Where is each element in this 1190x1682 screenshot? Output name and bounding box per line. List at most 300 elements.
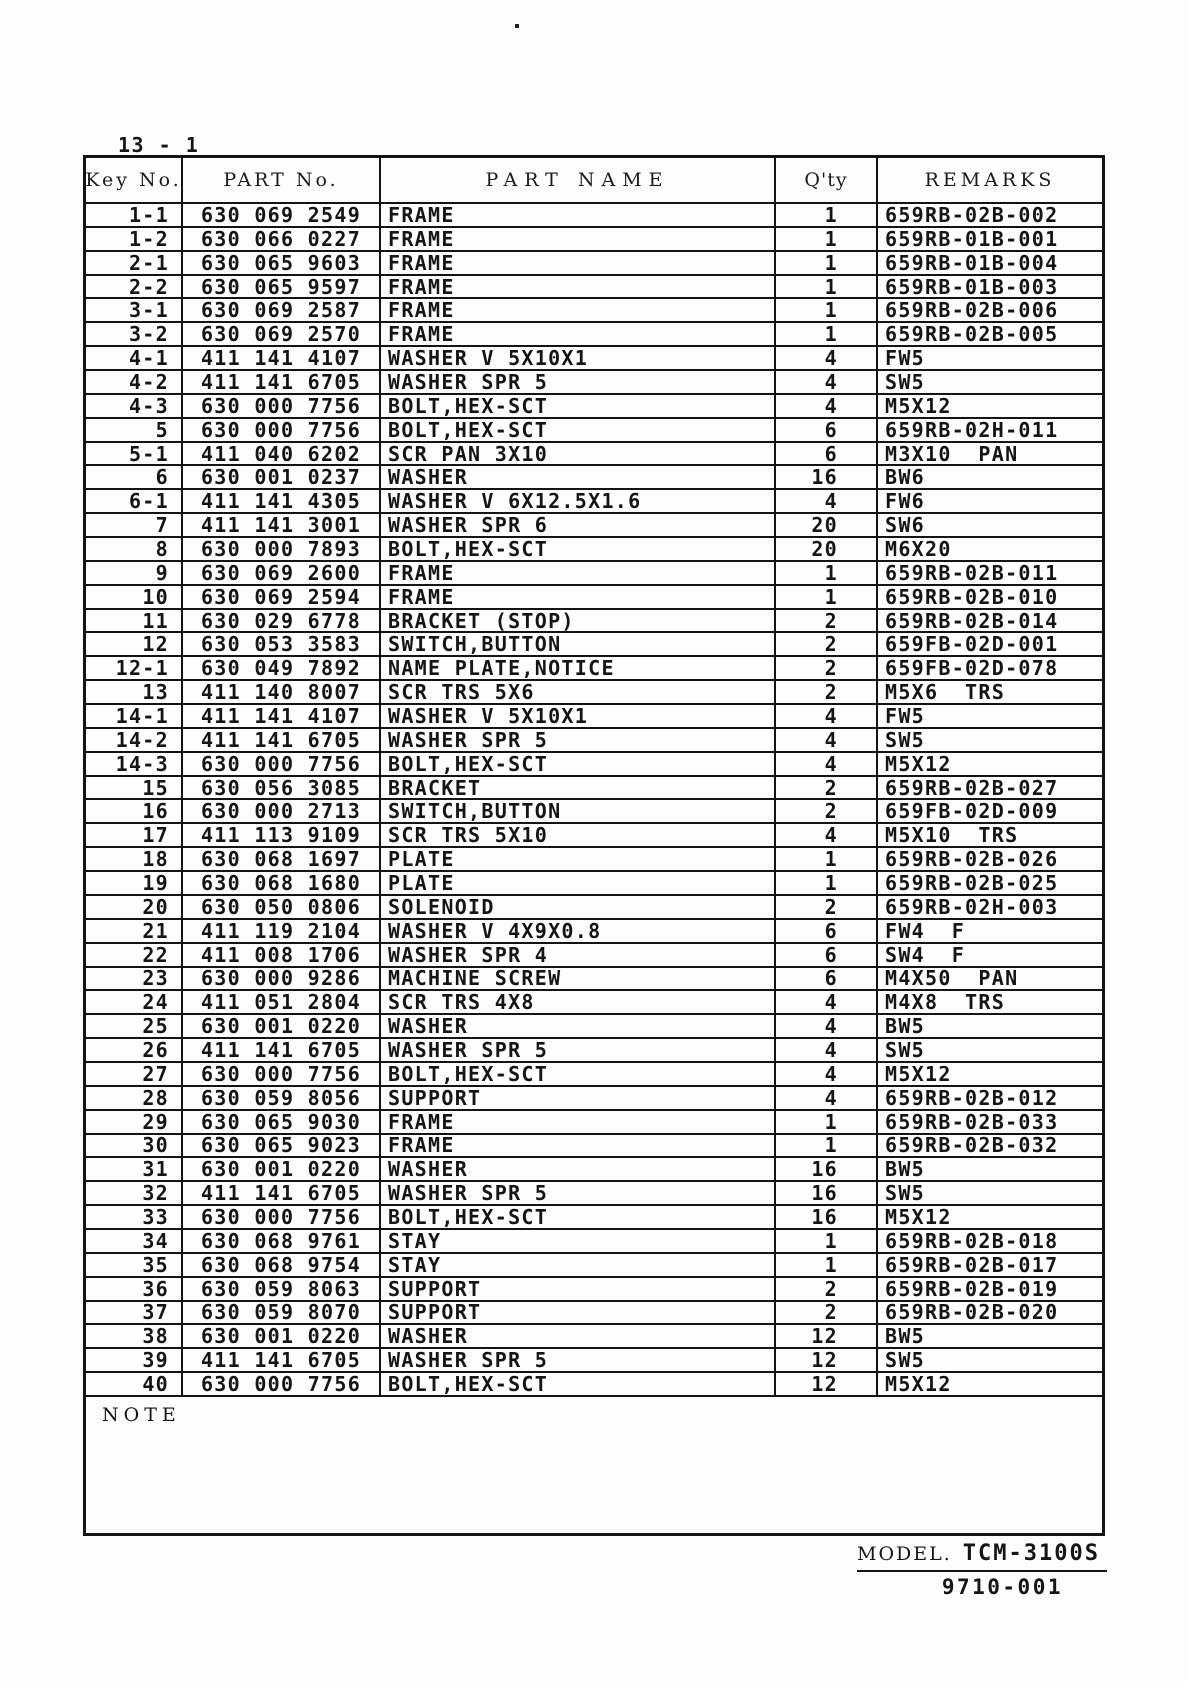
table-row [86,1087,1102,1111]
table-row [86,1135,1102,1159]
cell-qty: 1 [776,1111,878,1133]
cell-part-no: 411 141 6705 [183,729,381,751]
cell-remarks: 659RB-02B-026 [885,847,1059,872]
parts-table [83,155,1105,1536]
cell-key-no: 16 [86,800,183,822]
model-value: TCM-3100S [962,1541,1101,1566]
cell-qty: 1 [776,848,878,870]
cell-remarks: 659RB-02B-014 [885,608,1059,633]
cell-qty: 6 [776,968,878,990]
table-row [86,1278,1102,1302]
table-row [86,1182,1102,1206]
table-row [86,681,1102,705]
cell-part-no: 630 065 9597 [183,276,381,298]
cell-part-name: SCR TRS 4X8 [381,991,776,1013]
cell-remarks: 659RB-02B-011 [885,560,1059,585]
cell-part-no: 630 059 8070 [183,1302,381,1324]
table-row [86,872,1102,896]
cell-key-no: 14-3 [86,753,183,775]
cell-remarks: M5X12 [885,1061,952,1086]
cell-part-name: BOLT,HEX-SCT [381,538,776,560]
cell-part-name: WASHER [381,466,776,488]
table-row [86,395,1102,419]
cell-qty: 2 [776,681,878,703]
cell-remarks: 659FB-02D-009 [885,799,1059,824]
cell-qty: 1 [776,1254,878,1276]
cell-part-name: SCR TRS 5X6 [381,681,776,703]
model-label: MODEL. [857,1543,952,1565]
cell-part-name: BRACKET (STOP) [381,610,776,632]
cell-key-no: 38 [86,1325,183,1347]
cell-part-no: 630 000 7756 [183,419,381,441]
cell-key-no: 31 [86,1158,183,1180]
cell-part-no: 411 113 9109 [183,824,381,846]
table-row [86,490,1102,514]
cell-remarks: 659RB-02B-033 [885,1109,1059,1134]
cell-qty: 4 [776,1015,878,1037]
cell-part-no: 411 051 2804 [183,991,381,1013]
cell-part-no: 630 000 7893 [183,538,381,560]
cell-remarks: 659RB-02B-018 [885,1228,1059,1253]
table-row [86,729,1102,753]
cell-key-no: 4-2 [86,371,183,393]
cell-remarks: BW5 [885,1157,926,1182]
cell-key-no: 27 [86,1063,183,1085]
cell-key-no: 3-2 [86,323,183,345]
cell-qty: 16 [776,1206,878,1228]
cell-qty: 4 [776,347,878,369]
cell-remarks: M6X20 [885,536,952,561]
cell-part-no: 411 141 6705 [183,1349,381,1371]
cell-part-name: FRAME [381,1111,776,1133]
cell-part-no: 411 141 6705 [183,1039,381,1061]
cell-remarks: M5X10 TRS [885,823,1019,848]
cell-part-name: WASHER [381,1325,776,1347]
scan-speck [515,24,519,28]
cell-key-no: 25 [86,1015,183,1037]
cell-qty: 1 [776,299,878,321]
cell-part-no: 630 001 0220 [183,1158,381,1180]
cell-qty: 6 [776,944,878,966]
table-row [86,1063,1102,1087]
cell-qty: 1 [776,204,878,226]
cell-remarks: M5X12 [885,751,952,776]
cell-key-no: 17 [86,824,183,846]
cell-part-no: 411 141 4107 [183,347,381,369]
cell-key-no: 3-1 [86,299,183,321]
cell-part-no: 630 050 0806 [183,896,381,918]
cell-remarks: M5X6 TRS [885,680,1006,705]
table-row [86,323,1102,347]
table-row [86,1302,1102,1326]
cell-qty: 2 [776,896,878,918]
cell-qty: 6 [776,419,878,441]
cell-qty: 4 [776,991,878,1013]
table-row [86,562,1102,586]
cell-qty: 6 [776,443,878,465]
cell-qty: 4 [776,705,878,727]
cell-part-name: BOLT,HEX-SCT [381,419,776,441]
cell-part-name: WASHER SPR 6 [381,514,776,536]
cell-remarks: 659FB-02D-001 [885,632,1059,657]
cell-qty: 1 [776,252,878,274]
cell-part-name: SUPPORT [381,1302,776,1324]
cell-remarks: 659RB-02B-006 [885,298,1059,323]
cell-part-no: 630 000 7756 [183,1373,381,1395]
cell-remarks: 659FB-02D-078 [885,656,1059,681]
cell-part-name: SWITCH,BUTTON [381,633,776,655]
cell-qty: 4 [776,1039,878,1061]
cell-key-no: 1-2 [86,228,183,250]
cell-part-name: SWITCH,BUTTON [381,800,776,822]
cell-qty: 1 [776,1230,878,1252]
table-row [86,944,1102,968]
cell-part-no: 630 056 3085 [183,777,381,799]
table-row [86,299,1102,323]
cell-key-no: 4-3 [86,395,183,417]
cell-key-no: 11 [86,610,183,632]
cell-qty: 12 [776,1325,878,1347]
cell-qty: 4 [776,371,878,393]
cell-key-no: 26 [86,1039,183,1061]
table-row [86,419,1102,443]
cell-qty: 2 [776,777,878,799]
cell-remarks: FW4 F [885,918,966,943]
cell-qty: 16 [776,1158,878,1180]
model-line [857,1541,1107,1572]
cell-key-no: 18 [86,848,183,870]
cell-key-no: 33 [86,1206,183,1228]
cell-qty: 16 [776,466,878,488]
cell-qty: 4 [776,395,878,417]
cell-part-name: BRACKET [381,777,776,799]
cell-remarks: 659RB-02B-010 [885,584,1059,609]
cell-part-no: 411 140 8007 [183,681,381,703]
cell-part-name: SCR TRS 5X10 [381,824,776,846]
cell-key-no: 24 [86,991,183,1013]
cell-part-no: 630 069 2587 [183,299,381,321]
cell-qty: 1 [776,228,878,250]
cell-part-name: SCR PAN 3X10 [381,443,776,465]
cell-qty: 4 [776,753,878,775]
cell-key-no: 8 [86,538,183,560]
cell-key-no: 39 [86,1349,183,1371]
cell-part-name: SUPPORT [381,1087,776,1109]
page-number: 13 - 1 [118,133,200,157]
cell-part-no: 630 059 8063 [183,1278,381,1300]
header-part-no: PART No. [183,158,381,202]
cell-part-no: 411 141 3001 [183,514,381,536]
table-row [86,777,1102,801]
cell-remarks: 659RB-02B-025 [885,870,1059,895]
cell-key-no: 5 [86,419,183,441]
cell-part-name: FRAME [381,323,776,345]
cell-part-name: WASHER SPR 4 [381,944,776,966]
cell-remarks: 659RB-02H-003 [885,894,1059,919]
cell-part-name: STAY [381,1254,776,1276]
cell-part-no: 630 000 7756 [183,753,381,775]
table-row [86,657,1102,681]
cell-key-no: 23 [86,968,183,990]
table-row [86,1039,1102,1063]
cell-remarks: FW5 [885,703,926,728]
cell-qty: 20 [776,514,878,536]
cell-part-no: 630 068 9754 [183,1254,381,1276]
cell-qty: 4 [776,824,878,846]
cell-remarks: 659RB-02B-005 [885,322,1059,347]
cell-remarks: 659RB-02B-012 [885,1085,1059,1110]
cell-qty: 4 [776,490,878,512]
table-row [86,1349,1102,1373]
cell-qty: 2 [776,657,878,679]
table-row [86,1254,1102,1278]
cell-qty: 2 [776,1278,878,1300]
cell-key-no: 36 [86,1278,183,1300]
cell-remarks: SW5 [885,1038,926,1062]
table-row [86,252,1102,276]
cell-part-no: 630 000 9286 [183,968,381,990]
cell-key-no: 21 [86,920,183,942]
cell-part-name: BOLT,HEX-SCT [381,1063,776,1085]
cell-part-name: STAY [381,1230,776,1252]
cell-key-no: 13 [86,681,183,703]
cell-qty: 1 [776,276,878,298]
cell-part-no: 630 059 8056 [183,1087,381,1109]
cell-part-name: FRAME [381,586,776,608]
table-row [86,633,1102,657]
cell-remarks: SW6 [885,513,926,538]
cell-remarks: 659RB-02B-020 [885,1300,1059,1325]
table-row [86,753,1102,777]
cell-part-no: 630 001 0220 [183,1015,381,1037]
cell-remarks: 659RB-02B-019 [885,1276,1059,1301]
cell-key-no: 14-2 [86,729,183,751]
cell-part-name: WASHER V 4X9X0.8 [381,920,776,942]
table-row [86,204,1102,228]
cell-part-no: 630 001 0237 [183,466,381,488]
footer [857,1541,1107,1599]
cell-part-no: 411 141 6705 [183,371,381,393]
cell-remarks: FW5 [885,346,926,371]
table-row [86,276,1102,300]
cell-part-name: FRAME [381,276,776,298]
cell-key-no: 29 [86,1111,183,1133]
cell-remarks: FW6 [885,489,926,514]
cell-part-name: WASHER V 5X10X1 [381,705,776,727]
cell-part-name: FRAME [381,1135,776,1157]
cell-part-name: BOLT,HEX-SCT [381,753,776,775]
cell-key-no: 10 [86,586,183,608]
cell-part-no: 630 068 9761 [183,1230,381,1252]
cell-remarks: SW5 [885,1348,926,1373]
cell-part-name: BOLT,HEX-SCT [381,1373,776,1395]
cell-qty: 4 [776,1087,878,1109]
cell-part-no: 630 000 7756 [183,395,381,417]
cell-part-no: 630 065 9030 [183,1111,381,1133]
cell-qty: 12 [776,1349,878,1371]
cell-qty: 2 [776,800,878,822]
cell-part-name: FRAME [381,228,776,250]
cell-part-name: BOLT,HEX-SCT [381,1206,776,1228]
cell-part-no: 630 069 2570 [183,323,381,345]
cell-part-name: PLATE [381,848,776,870]
cell-remarks: 659RB-01B-003 [885,274,1059,299]
cell-qty: 1 [776,323,878,345]
cell-remarks: SW5 [885,1181,926,1206]
cell-part-name: WASHER SPR 5 [381,1039,776,1061]
cell-part-name: WASHER V 6X12.5X1.6 [381,490,776,512]
cell-key-no: 22 [86,944,183,966]
cell-key-no: 9 [86,562,183,584]
table-body [86,204,1102,1397]
table-row [86,896,1102,920]
table-row [86,920,1102,944]
doc-number: 9710-001 [941,1575,1063,1599]
cell-remarks: BW6 [885,465,926,490]
cell-remarks: 659RB-01B-001 [885,226,1059,251]
cell-remarks: 659RB-02B-002 [885,202,1059,227]
cell-part-no: 411 008 1706 [183,944,381,966]
cell-part-name: WASHER SPR 5 [381,1182,776,1204]
table-row [86,514,1102,538]
cell-remarks: M3X10 PAN [885,441,1019,466]
cell-part-no: 630 068 1680 [183,872,381,894]
cell-key-no: 12-1 [86,657,183,679]
cell-part-no: 630 000 7756 [183,1063,381,1085]
cell-part-no: 630 068 1697 [183,848,381,870]
cell-part-no: 411 141 4305 [183,490,381,512]
cell-key-no: 30 [86,1135,183,1157]
table-row [86,991,1102,1015]
cell-key-no: 19 [86,872,183,894]
cell-part-name: FRAME [381,299,776,321]
table-row [86,466,1102,490]
table-row [86,848,1102,872]
cell-remarks: M4X50 PAN [885,966,1019,991]
cell-qty: 20 [776,538,878,560]
cell-part-no: 411 141 4107 [183,705,381,727]
table-row [86,586,1102,610]
cell-key-no: 34 [86,1230,183,1252]
cell-part-name: WASHER SPR 5 [381,729,776,751]
cell-key-no: 40 [86,1373,183,1395]
cell-key-no: 32 [86,1182,183,1204]
cell-part-name: FRAME [381,252,776,274]
cell-remarks: 659RB-02B-032 [885,1133,1059,1158]
table-row [86,800,1102,824]
cell-qty: 6 [776,920,878,942]
cell-key-no: 35 [86,1254,183,1276]
cell-part-no: 630 053 3583 [183,633,381,655]
cell-remarks: M5X12 [885,1205,952,1230]
cell-part-no: 630 069 2594 [183,586,381,608]
cell-part-name: SUPPORT [381,1278,776,1300]
cell-part-no: 630 000 2713 [183,800,381,822]
cell-part-name: WASHER SPR 5 [381,1349,776,1371]
cell-part-name: PLATE [381,872,776,894]
cell-key-no: 5-1 [86,443,183,465]
cell-key-no: 6 [86,466,183,488]
cell-key-no: 6-1 [86,490,183,512]
table-row [86,1111,1102,1135]
cell-qty: 4 [776,1063,878,1085]
cell-remarks: BW5 [885,1014,926,1039]
cell-remarks: 659RB-02B-027 [885,775,1059,800]
cell-qty: 1 [776,586,878,608]
cell-part-no: 411 040 6202 [183,443,381,465]
table-row [86,610,1102,634]
cell-remarks: 659RB-02H-011 [885,417,1059,442]
cell-remarks: SW5 [885,369,926,394]
cell-part-name: NAME PLATE,NOTICE [381,657,776,679]
cell-part-name: WASHER [381,1158,776,1180]
cell-qty: 1 [776,1135,878,1157]
cell-qty: 1 [776,872,878,894]
header-remarks: REMARKS [924,169,1056,191]
table-row [86,1015,1102,1039]
cell-part-no: 411 141 6705 [183,1182,381,1204]
cell-key-no: 12 [86,633,183,655]
cell-part-name: MACHINE SCREW [381,968,776,990]
cell-part-no: 630 069 2600 [183,562,381,584]
cell-key-no: 37 [86,1302,183,1324]
table-row [86,1373,1102,1397]
cell-key-no: 2-2 [86,276,183,298]
header-key-no: Key No. [86,158,183,202]
table-row [86,705,1102,729]
cell-part-name: SOLENOID [381,896,776,918]
cell-part-no: 630 069 2549 [183,204,381,226]
header-part-name: PART NAME [381,158,776,202]
cell-remarks: SW5 [885,727,926,752]
cell-part-no: 630 049 7892 [183,657,381,679]
cell-key-no: 15 [86,777,183,799]
table-row [86,968,1102,992]
table-row [86,538,1102,562]
cell-part-no: 630 065 9023 [183,1135,381,1157]
table-row [86,1158,1102,1182]
cell-remarks: M4X8 TRS [885,990,1006,1015]
cell-part-name: BOLT,HEX-SCT [381,395,776,417]
table-row [86,1206,1102,1230]
cell-qty: 2 [776,610,878,632]
table-row [86,1230,1102,1254]
note-label: NOTE [102,1403,181,1426]
table-header-row [86,158,1102,204]
cell-remarks: 659RB-02B-017 [885,1252,1059,1277]
note-section [86,1397,1102,1533]
cell-key-no: 28 [86,1087,183,1109]
cell-part-no: 630 000 7756 [183,1206,381,1228]
table-row [86,347,1102,371]
cell-key-no: 20 [86,896,183,918]
table-row [86,824,1102,848]
cell-part-name: FRAME [381,204,776,226]
cell-qty: 2 [776,633,878,655]
cell-qty: 2 [776,1302,878,1324]
cell-part-no: 630 066 0227 [183,228,381,250]
cell-part-no: 630 029 6778 [183,610,381,632]
cell-qty: 4 [776,729,878,751]
cell-key-no: 2-1 [86,252,183,274]
cell-key-no: 14-1 [86,705,183,727]
cell-remarks: BW5 [885,1324,926,1349]
cell-qty: 1 [776,562,878,584]
table-row [86,371,1102,395]
cell-key-no: 1-1 [86,204,183,226]
table-row [86,443,1102,467]
table-row [86,228,1102,252]
